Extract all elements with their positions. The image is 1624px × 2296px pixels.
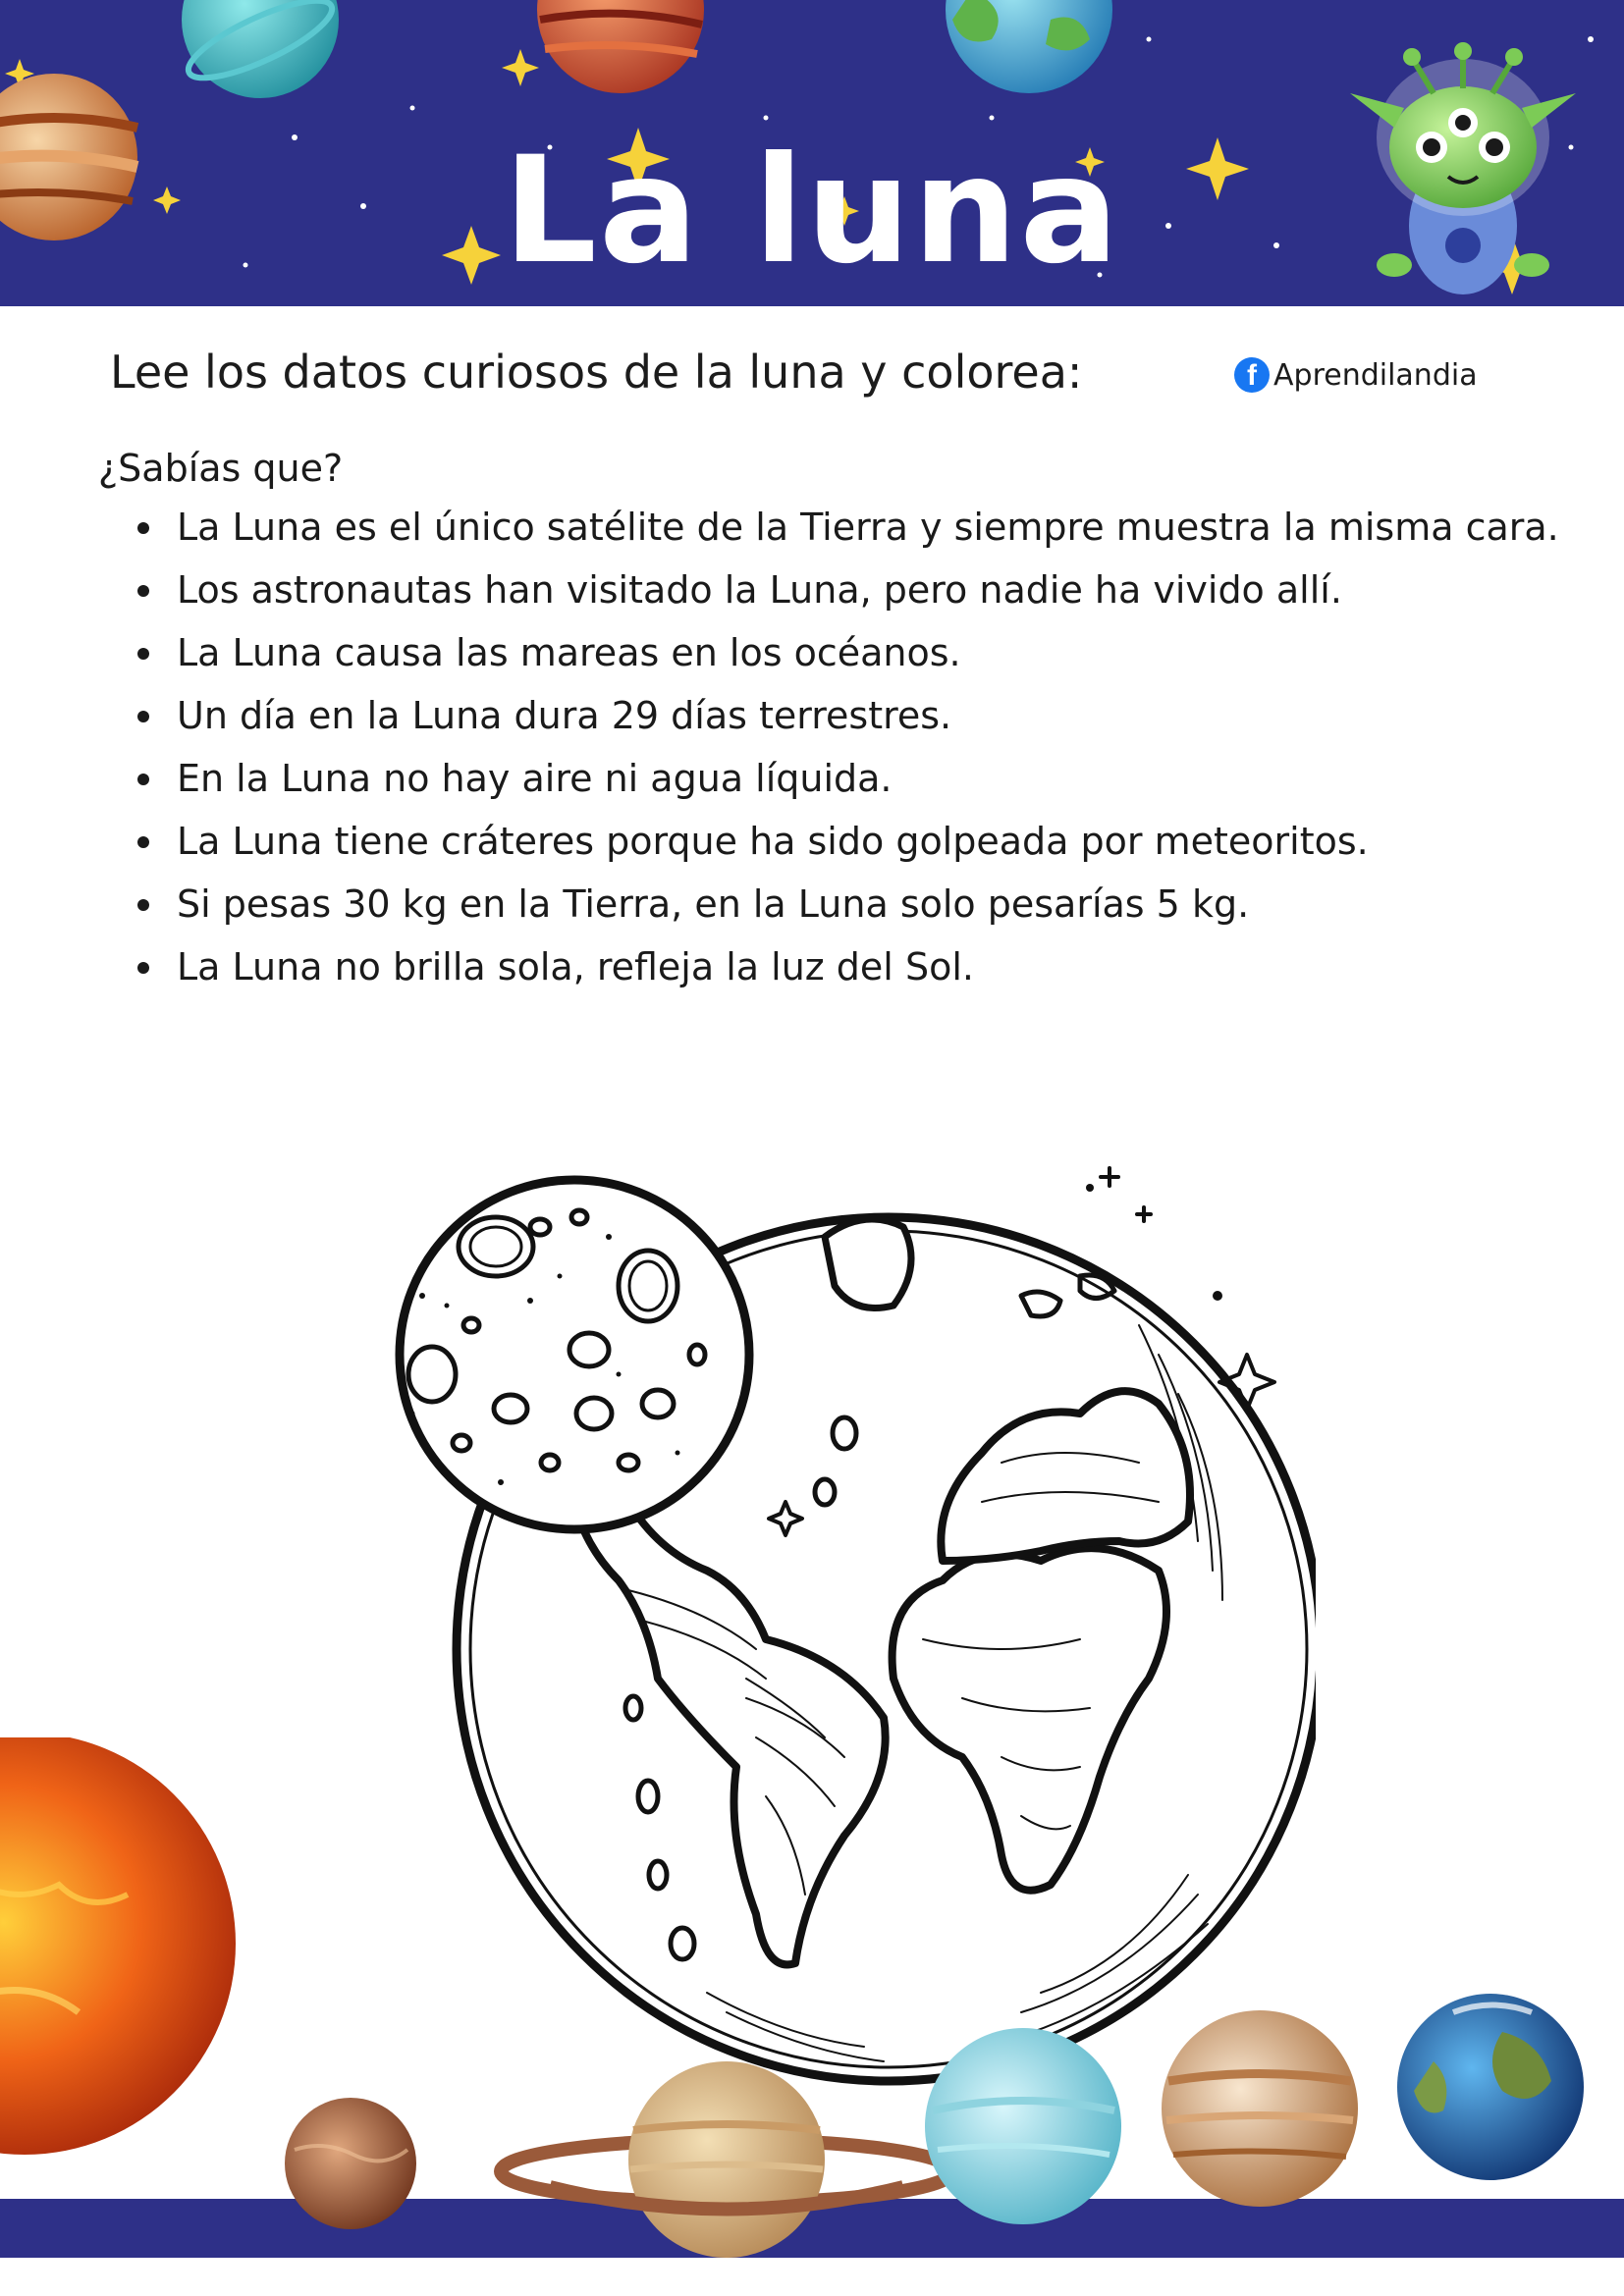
neptune-illustration — [925, 2028, 1121, 2224]
list-item: Los astronautas han visitado la Luna, pero nadie ha vivido allí. — [177, 559, 1624, 621]
list-item: En la Luna no hay aire ni agua líquida. — [177, 747, 1624, 810]
instructions-text: Lee los datos curiosos de la luna y colorea: — [110, 346, 1083, 399]
list-item: Si pesas 30 kg en la Tierra, en la Luna solo pesarías 5 kg. — [177, 873, 1624, 935]
facts-list — [98, 496, 1624, 998]
list-item: Un día en la Luna dura 29 días terrestres. — [177, 684, 1624, 747]
brand-credit — [1234, 357, 1478, 393]
uranus-illustration — [180, 0, 341, 98]
list-item: La Luna causa las mareas en los océanos. — [177, 621, 1624, 684]
page-title: La luna — [503, 126, 1121, 296]
mars-illustration — [537, 0, 704, 93]
sun-illustration — [0, 1737, 236, 2155]
venus-illustration — [285, 2098, 416, 2229]
intro-question: ¿Sabías que? — [98, 447, 344, 490]
list-item: La Luna no brilla sola, refleja la luz del Sol. — [177, 935, 1624, 998]
list-item: La Luna es el único satélite de la Tierra y siempre muestra la misma cara. — [177, 496, 1624, 559]
jupiter-illustration — [1162, 2010, 1358, 2207]
saturn-illustration — [501, 2061, 952, 2258]
brand-label: Aprendilandia — [1273, 357, 1478, 393]
earth-illustration — [1397, 1994, 1584, 2180]
facebook-icon: f — [1234, 357, 1270, 393]
planets-decoration — [0, 1737, 1624, 2296]
earth-illustration — [946, 0, 1112, 93]
moon-outline — [400, 1180, 749, 1529]
list-item: La Luna tiene cráteres porque ha sido golpeada por meteoritos. — [177, 810, 1624, 873]
